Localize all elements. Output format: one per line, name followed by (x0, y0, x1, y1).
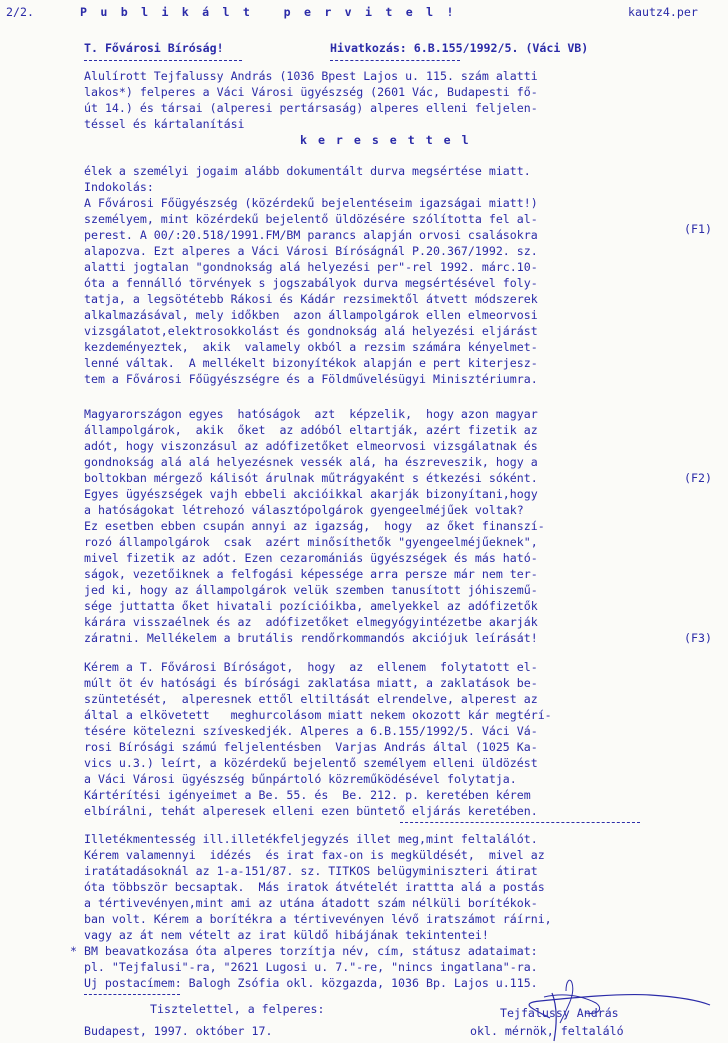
divider (84, 60, 242, 61)
footnote-line: pl. "Tejfalusi"-ra, "2621 Lugosi u. 7."-re, "nincs ingatlana"-ra. (70, 960, 538, 974)
footnote-line: Uj postacímem: Balogh Zsófia okl. közgazda, 1036 Bp. Lajos u.115. (70, 976, 538, 990)
body-line: A Fővárosi Főügyészség (közérdekű bejelentéseim igazságai miatt!) (84, 196, 538, 210)
keresettel-heading: k e r e s e t t e l (300, 133, 471, 147)
divider (400, 822, 640, 823)
body-line: Kártérítési igényeimet a Be. 55. és Be. 212. p. keretében kérem (84, 788, 531, 802)
intro-line: lakos*) felperes a Váci Városi ügyészség (2601 Vác, Budapesti fő- (84, 85, 538, 99)
body-line: rosi Bírósági számú feljelentésben Varjas András által (1025 Ka- (84, 740, 538, 754)
court-addressee: T. Fővárosi Bíróság! (84, 41, 224, 55)
margin-note-f1: (F1) (684, 222, 712, 236)
body-line: vagy az át nem vételt az irat küldő hibájának tekintentei! (84, 928, 489, 942)
body-line: alatti jogtalan "gondnokság alá helyezési per"-rel 1992. márc.10- (84, 260, 538, 274)
body-line: által a elkövetett meghurcolásom miatt nekem okozott kár megtérí- (84, 708, 552, 722)
handwritten-signature (500, 963, 720, 1043)
case-reference: Hivatkozás: 6.B.155/1992/5. (Váci VB) (330, 41, 589, 55)
place-date: Budapest, 1997. október 17. (84, 1024, 273, 1038)
body-line: Ez esetben ebben csupán annyi az igazság, hogy az őket finanszí- (84, 519, 545, 533)
footnote-line: * BM beavatkozása óta alperes torzítja név, cím, státusz adataimat: (70, 944, 538, 958)
intro-line: Alulírott Tejfalussy András (1036 Bpest Lajos u. 115. szám alatti (84, 69, 538, 83)
body-line: Indokolás: (84, 180, 154, 194)
divider (84, 994, 180, 995)
body-line: ságok, vezetőiknek a felfogási képessége arra persze már nem ter- (84, 567, 538, 581)
signer-title: okl. mérnök, feltaláló (470, 1024, 624, 1038)
body-line: Illetékmentesség ill.illetékfeljegyzés illet meg,mint feltalálót. (84, 832, 538, 846)
body-line: szüntetését, alperesnek ettől eltiltását elrendelve, alperest az (84, 692, 538, 706)
page-number: 2/2. (6, 5, 34, 19)
divider (330, 60, 460, 61)
body-line: mivel fizetik az adót. Ezen cezaromániás ügyészségek és más ható- (84, 551, 538, 565)
body-line: tem a Fővárosi Főügyészségre és a Földművelésügyi Minisztériumra. (84, 372, 538, 386)
body-line: óta a fennálló törvények s jogszabályok durva megsértésével foly- (84, 276, 538, 290)
body-line: vizsgálatot,elektrosokkolást és gondnokság alá helyezési eljárást (84, 324, 538, 338)
body-line: élek a személyi jogaim alább dokumentált durva megsértése miatt. (84, 164, 531, 178)
body-line: ban volt. Kérem a borítékra a tértivevényen lévő iratszámot ráírni, (84, 912, 552, 926)
body-line: óta többször becsaptak. Más iratok átvételét irattta alá a postás (84, 880, 545, 894)
body-line: személyem, mint közérdekű bejelentő üldözésére szólította fel al- (84, 212, 538, 226)
body-line: perest. A 00/:20.518/1991.FM/BM parancs alapján orvosi csalásokra (84, 228, 538, 242)
document-title: P u b l i k á l t p e r v i t e l ! (80, 5, 457, 19)
body-line: a Váci Városi ügyészség bűnpártoló közreműködésével folytatja. (84, 772, 517, 786)
body-line: tatja, a legsötétebb Rákosi és Kádár rezsimektől átvett módszerek (84, 292, 538, 306)
body-line: Egyes ügyészségek vajh ebbeli akcióikkal akarják bizonyítani,hogy (84, 487, 538, 501)
body-line: a tértivevényen,mint ami az utána átadott szám nélküli borítékok- (84, 896, 538, 910)
intro-line: téssel és kártalanítási (84, 117, 245, 131)
file-name: kautz4.per (628, 5, 698, 19)
body-line: múlt öt év hatósági és bírósági zaklatása miatt, a zaklatások be- (84, 676, 538, 690)
body-line: vics u.3.) leírt, a közérdekű bejelentő személyem elleni üldözést (84, 756, 538, 770)
body-line: adót, hogy viszonzásul az adófizetőket elmeorvosi vizsgálatnak és (84, 439, 538, 453)
body-line: lenné váltak. A mellékelt bizonyítékok alapján e pert kiterjesz- (84, 356, 538, 370)
body-line: Kérem valamennyi idézés és irat fax-on is megküldését, mivel az (84, 848, 545, 862)
body-line: kezdeményeztek, akik valamely okból a rezsim számára kényelmet- (84, 340, 538, 354)
margin-note-f2: (F2) (684, 471, 712, 485)
body-line: tésére kötelezni szíveskedjék. Alperes a 6.B.155/1992/5. Váci Vá- (84, 724, 538, 738)
body-line: kárára visszaélnek és az adófizetőket elmegyógyintézetbe akarják (84, 615, 538, 629)
body-line: záratni. Mellékelem a brutális rendőrkommandós akciójuk leírását! (84, 631, 538, 645)
body-line: állampolgárok, akik őket az adóból eltartják, azért fizetik az (84, 423, 538, 437)
body-line: gondnokság alá alá helyezésnek vessék alá, ha észreveszik, hogy a (84, 455, 538, 469)
body-line: Kérem a T. Fővárosi Bíróságot, hogy az ellenem folytatott el- (84, 660, 538, 674)
body-line: elbírálni, tehát alperesek elleni ezen büntető eljárás keretében. (84, 804, 538, 818)
body-line: Magyarországon egyes hatóságok azt képzelik, hogy azon magyar (84, 407, 538, 421)
body-line: a hatóságokat létrehozó választópolgárok gyengeelméjűek voltak? (84, 503, 524, 517)
body-line: iratátadásoknál az 1-a-151/87. sz. TITKOS belügyminiszteri átirat (84, 864, 538, 878)
body-line: rozó állampolgárok csak azért minősíthetők "gyengeelméjűeknek", (84, 535, 538, 549)
body-line: alkalmazásával, mely időkben azon állampolgárok ellen elmeorvosi (84, 308, 538, 322)
body-line: sége juttatta őket hivatali pozícióikba, amelyekkel az adófizetők (84, 599, 538, 613)
intro-line: út 14.) és társai (alperesi pertársaság) alperes elleni feljelen- (84, 101, 538, 115)
signer-name: Tejfalussy András (500, 1006, 619, 1020)
body-line: jed ki, hogy az állampolgárok velük szemben tanusított jóhiszemű- (84, 583, 538, 597)
body-line: alapozva. Ezt alperes a Váci Városi Bíróságnál P.20.367/1992. sz. (84, 244, 538, 258)
closing-respect: Tisztelettel, a felperes: (150, 1002, 325, 1016)
margin-note-f3: (F3) (684, 631, 712, 645)
body-line: boltokban mérgező kálisót árulnak műtrágyaként s étkezési sóként. (84, 471, 538, 485)
